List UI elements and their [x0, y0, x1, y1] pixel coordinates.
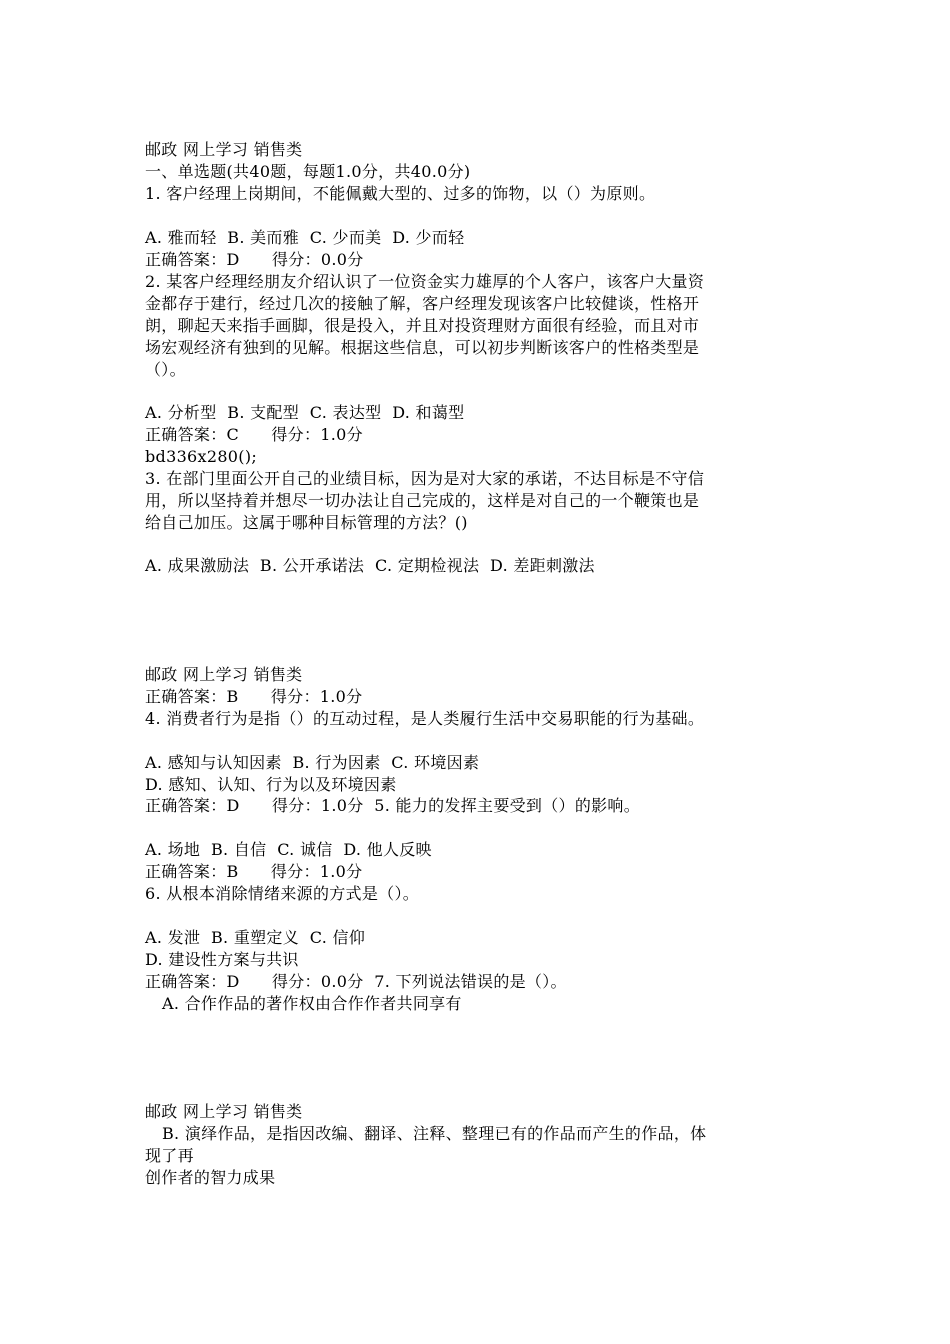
question-1: 1. 客户经理上岗期间，不能佩戴大型的、过多的饰物，以（）为原则。 — [145, 184, 656, 203]
answer-6-question-7: 正确答案：D 得分：0.0分 7. 下列说法错误的是（）。 — [145, 972, 567, 991]
question-2-cont: 金都存于建行，经过几次的接触了解，客户经理发现该客户比较健谈，性格开 — [145, 294, 700, 313]
answer-2: 正确答案：C 得分：1.0分 — [145, 425, 363, 444]
options-3: A. 成果激励法 B. 公开承诺法 C. 定期检视法 D. 差距刺激法 — [145, 556, 595, 575]
answer-3: 正确答案：B 得分：1.0分 — [145, 687, 363, 706]
option-7a: A. 合作作品的著作权由合作作者共同享有 — [162, 994, 462, 1013]
page-header: 邮政 网上学习 销售类 — [145, 140, 303, 159]
question-2-cont: （）。 — [145, 360, 186, 379]
options-6-cont: D. 建设性方案与共识 — [145, 950, 299, 969]
question-3-cont: 给自己加压。这属于哪种目标管理的方法？() — [145, 513, 468, 532]
answer-4-question-5: 正确答案：D 得分：1.0分 5. 能力的发挥主要受到（）的影响。 — [145, 796, 641, 815]
script-artifact: bd336x280(); — [145, 447, 258, 466]
options-5: A. 场地 B. 自信 C. 诚信 D. 他人反映 — [145, 840, 432, 859]
question-6: 6. 从根本消除情绪来源的方式是（）。 — [145, 884, 420, 903]
question-3: 3. 在部门里面公开自己的业绩目标，因为是对大家的承诺，不达目标是不守信 — [145, 469, 705, 488]
answer-5: 正确答案：B 得分：1.0分 — [145, 862, 363, 881]
options-6: A. 发泄 B. 重塑定义 C. 信仰 — [145, 928, 366, 947]
options-4-cont: D. 感知、认知、行为以及环境因素 — [145, 775, 397, 794]
question-2-cont: 场宏观经济有独到的见解。根据这些信息，可以初步判断该客户的性格类型是 — [145, 338, 700, 357]
options-4: A. 感知与认知因素 B. 行为因素 C. 环境因素 — [145, 753, 480, 772]
options-2: A. 分析型 B. 支配型 C. 表达型 D. 和蔼型 — [145, 403, 465, 422]
options-1: A. 雅而轻 B. 美而雅 C. 少而美 D. 少而轻 — [145, 228, 465, 247]
section-title: 一、单选题(共40题，每题1.0分，共40.0分) — [145, 162, 471, 181]
page-header: 邮政 网上学习 销售类 — [145, 665, 303, 684]
question-3-cont: 用，所以坚持着并想尽一切办法让自己完成的，这样是对自己的一个鞭策也是 — [145, 491, 700, 510]
answer-1: 正确答案：D 得分：0.0分 — [145, 250, 364, 269]
question-4: 4. 消费者行为是指（）的互动过程，是人类履行生活中交易职能的行为基础。 — [145, 709, 705, 728]
question-2: 2. 某客户经理经朋友介绍认识了一位资金实力雄厚的个人客户，该客户大量资 — [145, 272, 705, 291]
question-2-cont: 朗，聊起天来指手画脚，很是投入，并且对投资理财方面很有经验，而且对市 — [145, 316, 700, 335]
option-7b-cont: 创作者的智力成果 — [145, 1168, 276, 1187]
option-7b: B. 演绎作品，是指因改编、翻译、注释、整理已有的作品而产生的作品，体 — [162, 1124, 707, 1143]
page-header: 邮政 网上学习 销售类 — [145, 1102, 303, 1121]
option-7b-cont: 现了再 — [145, 1146, 194, 1165]
